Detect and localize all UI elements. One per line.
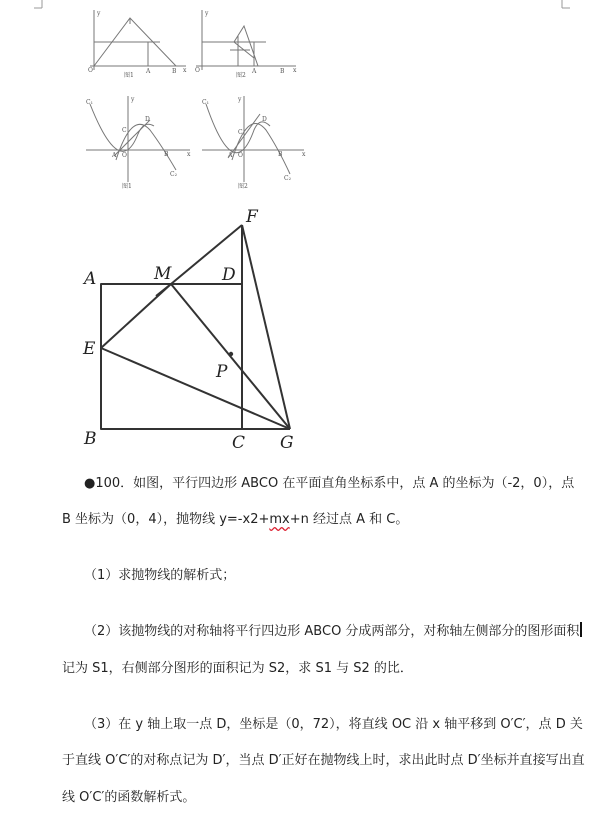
page-corner-mark-left (30, 0, 44, 10)
question-1 (84, 566, 584, 586)
fig3-label-a: A (112, 152, 117, 159)
fig1-label-b: B (172, 68, 177, 75)
question-2-line-1 (84, 622, 584, 642)
thumbnail-figure-2 (190, 6, 300, 78)
fig1-label-y: y (97, 10, 101, 17)
label-g: G (280, 433, 294, 453)
fig4-label-o: O (238, 152, 243, 159)
segment-eg (101, 348, 290, 429)
fig3-label-d: D (145, 116, 150, 123)
problem-text-2a: B 坐标为（0，4），抛物线 y=-x2+ (62, 512, 270, 527)
main-geometry-figure (70, 196, 320, 454)
problem-text-2b: +n 经过点 A 和 C。 (289, 512, 409, 527)
fig2-label-a: A (252, 68, 257, 75)
fig4-label-c1: C₁ (202, 99, 209, 106)
fig3-caption: 图1 (122, 183, 132, 190)
fig4-label-d: D (262, 116, 267, 123)
problem-text-1: ●100．如图，平行四边形 ABCO 在平面直角坐标系中，点 A 的坐标为（-2，0），点 (84, 476, 575, 491)
fig1-label-a: A (146, 68, 151, 75)
fig1-label-x: x (183, 67, 187, 74)
fig3-label-c1: C₁ (86, 99, 93, 106)
thumbnail-figure-3 (80, 90, 195, 190)
fig4-caption: 图2 (238, 183, 248, 190)
fig3-label-c: C (122, 127, 127, 134)
label-e: E (83, 339, 96, 359)
fig3-label-b: B (164, 151, 169, 158)
label-d: D (222, 265, 236, 285)
question-3-text-3: 线 O′C′的函数解析式。 (62, 790, 196, 805)
fig3-label-x: x (187, 151, 191, 158)
label-m: M (154, 264, 172, 284)
label-b: B (84, 429, 97, 449)
question-1-text: （1）求抛物线的解析式； (84, 568, 236, 583)
question-3-text-1: （3）在 y 轴上取一点 D，坐标是（0，72），将直线 OC 沿 x 轴平移到 O′C′，点 D 关 (84, 717, 583, 732)
label-p: P (216, 362, 228, 382)
question-3-line-1 (84, 715, 584, 735)
fig2-label-o: O (195, 67, 200, 74)
fig4-label-b: B (278, 151, 283, 158)
fig4-label-c2: C₂ (284, 175, 291, 182)
fig4-label-x: x (302, 151, 306, 158)
fig2-label-y: y (205, 10, 209, 17)
thumbnail-figure-1 (80, 6, 190, 78)
fig4-label-y: y (238, 96, 242, 103)
fig1-caption: 图1 (124, 72, 134, 78)
problem-line-2 (62, 510, 562, 530)
problem-line-1 (84, 474, 584, 494)
fig4-label-c: C (238, 129, 243, 136)
fig3-label-c2: C₂ (170, 171, 177, 178)
question-2-line-2 (62, 659, 562, 679)
point-p (229, 352, 233, 356)
thumbnail-figure-4 (198, 90, 310, 190)
question-3-text-2: 于直线 O′C′的对称点记为 D′，当点 D′正好在抛物线上时，求出此时点 D′坐标并直接写出直 (62, 753, 585, 768)
question-3-line-3 (62, 788, 562, 808)
question-2-text-1: （2）该抛物线的对称轴将平行四边形 ABCO 分成两部分，对称轴左侧部分的图形面积 (84, 624, 580, 639)
fig2-label-b: B (280, 68, 285, 75)
text-cursor (580, 622, 582, 637)
spellcheck-underline-mx[interactable]: mx (269, 512, 290, 527)
question-2-text-2: 记为 S1，右侧部分图形的面积记为 S2，求 S1 与 S2 的比． (62, 661, 413, 676)
fig3-label-o: O (122, 152, 127, 159)
fig1-label-o: O (88, 67, 93, 74)
segment-ef (101, 284, 171, 348)
label-a: A (84, 269, 97, 289)
fig4-label-a: A (228, 152, 233, 159)
label-c: C (232, 433, 246, 453)
fig2-caption: 图2 (236, 72, 246, 78)
label-f: F (246, 207, 258, 227)
page-corner-mark-right (560, 0, 574, 10)
question-3-line-2 (62, 751, 585, 771)
fig3-label-y: y (131, 96, 135, 103)
fig2-label-x: x (293, 67, 297, 74)
